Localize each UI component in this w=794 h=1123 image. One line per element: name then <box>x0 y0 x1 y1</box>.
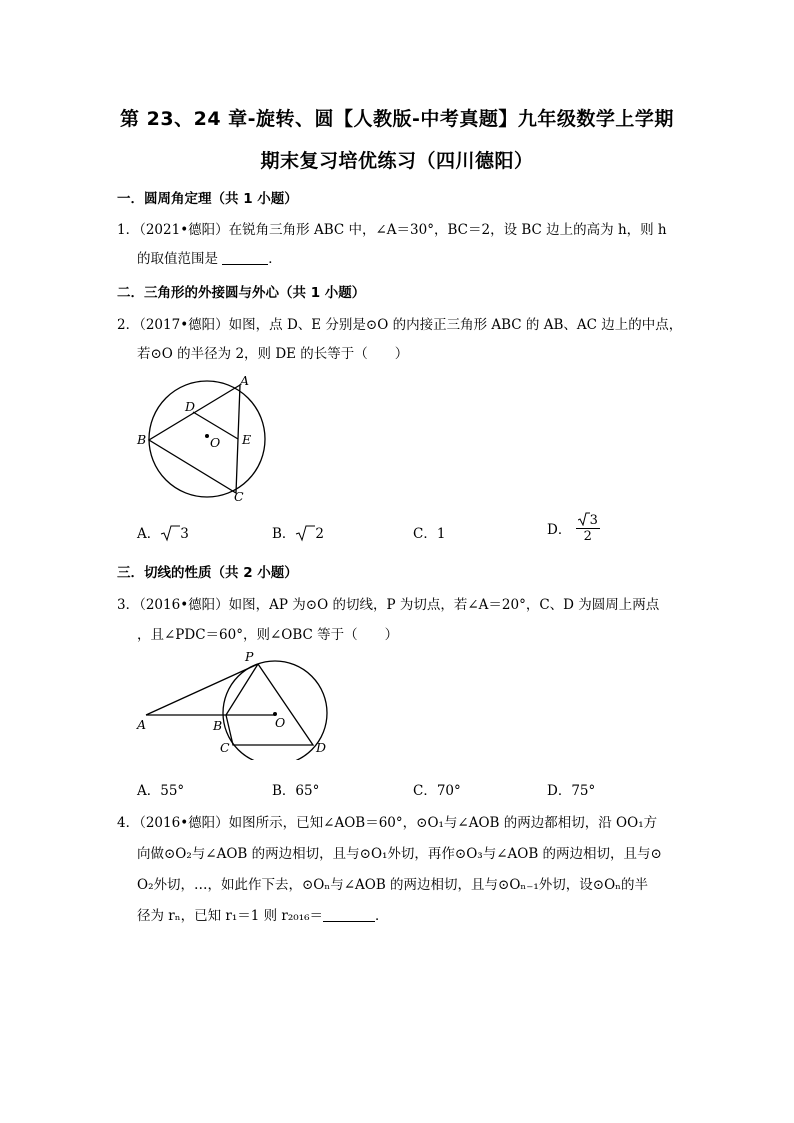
q2-option-b-value: 2 <box>315 526 325 542</box>
q2-option-a-value: 3 <box>180 526 189 542</box>
page-title-line-2: 期末复习培优练习（四川德阳） <box>260 150 534 172</box>
sqrt-symbol-icon <box>578 512 590 526</box>
q2-option-d-denominator: 2 <box>583 529 592 544</box>
q2-option-a-label: A． <box>137 526 161 542</box>
q2-label-o: O <box>210 435 221 450</box>
q3-line-2: ，且∠PDC＝60°，则∠OBC 等于（ ） <box>137 627 399 643</box>
q3-option-d[interactable]: D．75° <box>547 783 596 799</box>
q4-line-3: O₂外切，…，如此作下去，⊙Oₙ与∠AOB 的两边相切，且与⊙Oₙ₋₁外切，设⊙Oₙ的半 <box>137 877 649 893</box>
q3-line-1: 3．（2016•德阳）如图，AP 为⊙O 的切线，P 为切点，若∠A＝20°，C、D 为圆周上两点 <box>117 597 660 613</box>
q2-label-c: C <box>234 489 244 504</box>
q4-line-4-text: 径为 rₙ，已知 r₁＝1 则 r₂₀₁₆＝ <box>137 908 324 924</box>
q4-answer-blank[interactable] <box>323 907 375 922</box>
q1-line-2-end: ． <box>268 251 282 267</box>
q2-option-c[interactable]: C．1 <box>413 526 446 542</box>
section-heading-2: 二．三角形的外接圆与外心（共 1 小题） <box>117 285 366 301</box>
q2-option-d[interactable] <box>547 512 600 544</box>
section-heading-1: 一．圆周角定理（共 1 小题） <box>117 191 298 207</box>
q2-option-d-label: D． <box>547 522 572 538</box>
page-title-line-1: 第 23、24 章-旋转、圆【人教版-中考真题】九年级数学上学期 <box>120 108 674 130</box>
q3-option-c[interactable]: C．70° <box>413 783 461 799</box>
q1-line-1: 1．（2021•德阳）在锐角三角形 ABC 中，∠A＝30°，BC＝2，设 BC 边上的高为 h，则 h <box>117 222 667 238</box>
q1-line-2-text: 的取值范围是 <box>137 251 218 267</box>
sqrt-symbol-icon <box>160 524 180 542</box>
q3-label-d: D <box>316 740 327 755</box>
q2-label-b: B <box>137 432 147 447</box>
q2-center-dot <box>205 434 209 438</box>
q3-label-b: B <box>213 718 223 733</box>
section-heading-3: 三．切线的性质（共 2 小题） <box>117 565 298 581</box>
q2-option-b[interactable] <box>272 522 324 542</box>
q3-option-a[interactable]: A．55° <box>137 783 185 799</box>
q3-label-a: A <box>137 717 147 732</box>
q2-option-d-numerator: 3 <box>589 513 598 528</box>
q3-tangent-figure <box>130 645 350 760</box>
q2-circle-figure <box>130 370 280 505</box>
q1-answer-blank[interactable] <box>222 250 268 265</box>
q4-line-1: 4．（2016•德阳）如图所示，已知∠AOB＝60°，⊙O₁与∠AOB 的两边都相切，沿 OO₁方 <box>117 815 658 831</box>
sqrt-symbol-icon <box>295 524 315 542</box>
q4-line-4-end: ． <box>375 908 389 924</box>
q2-option-d-fraction <box>576 512 600 544</box>
q4-line-2: 向做⊙O₂与∠AOB 的两边相切，且与⊙O₁外切，再作⊙O₃与∠AOB 的两边相切，且与⊙ <box>137 846 662 862</box>
q2-label-d: D <box>185 399 196 414</box>
q3-label-o: O <box>275 715 286 730</box>
q1-line-2 <box>137 247 282 267</box>
q2-label-a: A <box>240 373 250 388</box>
q2-label-e: E <box>242 432 252 447</box>
q3-tangent-ap <box>146 664 258 715</box>
q2-line-1: 2．（2017•德阳）如图，点 D、E 分别是⊙O 的内接正三角形 ABC 的 AB、AC 边上的中点， <box>117 317 683 333</box>
q3-label-c: C <box>220 740 230 755</box>
q2-option-b-label: B． <box>272 526 296 542</box>
q2-option-a[interactable] <box>137 522 189 542</box>
q4-line-4 <box>137 904 389 924</box>
q2-line-2: 若⊙O 的半径为 2，则 DE 的长等于（ ） <box>137 346 409 362</box>
q3-label-p: P <box>245 649 254 664</box>
q3-option-b[interactable]: B．65° <box>272 783 320 799</box>
